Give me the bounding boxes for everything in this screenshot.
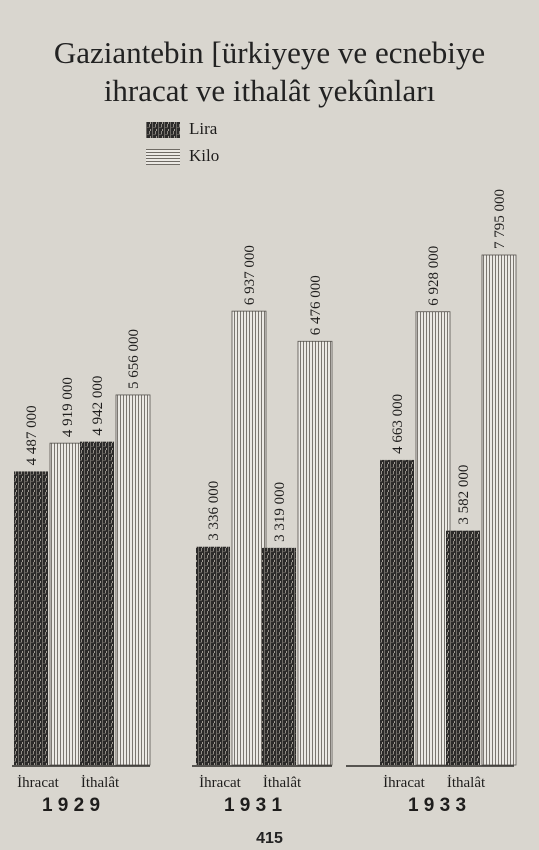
kilo-bar-1933-ithalat [482, 255, 516, 765]
chart-title-line-2: ihracat ve ithalât yekûnları [103, 73, 436, 108]
year-label-1929: 1 9 2 9 [41, 795, 101, 816]
lira-value-label-1929-ithalat: 4 942 000 [90, 375, 106, 436]
kilo-bar-1933-ihracat [416, 312, 450, 765]
kilo-value-label-1931-ihracat: 6 937 000 [242, 245, 258, 306]
kilo-value-label-1931-ithalat: 6 476 000 [308, 275, 324, 336]
kilo-bar-1929-ihracat [50, 443, 84, 765]
chart-title [0, 34, 539, 110]
lira-swatch [146, 122, 180, 138]
kilo-value-label-1929-ihracat: 4 919 000 [60, 377, 76, 438]
lira-value-label-1933-ihracat: 4 663 000 [390, 393, 406, 454]
lira-value-label-1929-ihracat: 4 487 000 [24, 405, 40, 466]
kilo-value-label-1929-ithalat: 5 656 000 [126, 328, 142, 389]
lira-bar-1933-ihracat [380, 460, 414, 765]
page-number: 415 [256, 830, 283, 847]
legend-label-kilo: Kilo [189, 146, 220, 165]
category-label-1929-ihracat: İhracat [17, 775, 59, 791]
legend-item-lira [146, 119, 266, 138]
lira-bar-1931-ithalat [262, 548, 296, 765]
bars-layer [12, 189, 516, 816]
lira-bar-1929-ithalat [80, 442, 114, 765]
kilo-value-label-1933-ithalat: 7 795 000 [492, 189, 508, 249]
category-label-1933-ithalat: İthalât [446, 775, 486, 791]
category-label-1933-ihracat: İhracat [383, 775, 425, 791]
category-label-1931-ithalat: İthalât [262, 775, 302, 791]
year-label-1933: 1 9 3 3 [407, 795, 467, 816]
lira-value-label-1931-ihracat: 3 336 000 [206, 480, 222, 541]
legend-label-lira: Lira [189, 119, 218, 138]
kilo-bar-1931-ihracat [232, 311, 266, 765]
lira-bar-1929-ihracat [14, 471, 48, 765]
lira-value-label-1931-ithalat: 3 319 000 [272, 481, 288, 542]
chart-title-line-1: Gaziantebin [ürkiyeye ve ecnebiye [53, 35, 486, 70]
category-label-1931-ihracat: İhracat [199, 775, 241, 791]
year-label-1931: 1 9 3 1 [223, 795, 283, 816]
legend-item-kilo [146, 146, 266, 165]
kilo-bar-1931-ithalat [298, 341, 332, 765]
lira-value-label-1933-ithalat: 3 582 000 [456, 464, 472, 525]
kilo-bar-1929-ithalat [116, 395, 150, 765]
lira-bar-1931-ihracat [196, 547, 230, 765]
lira-bar-1933-ithalat [446, 531, 480, 765]
category-label-1929-ithalat: İthalât [80, 775, 120, 791]
kilo-swatch [146, 149, 180, 165]
kilo-value-label-1933-ihracat: 6 928 000 [426, 245, 442, 306]
